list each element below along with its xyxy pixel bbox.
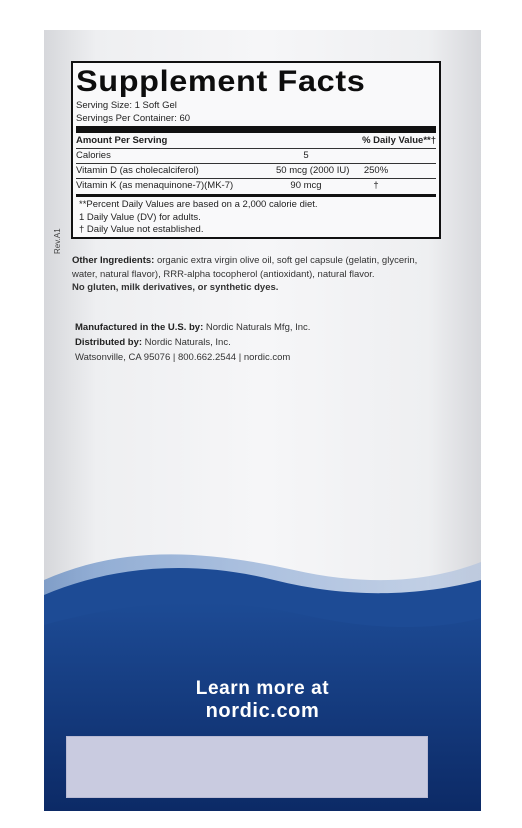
distributed-line	[75, 335, 445, 350]
ingredients-label: Other Ingredients:	[72, 255, 155, 266]
daily-value-label: % Daily Value**†	[362, 135, 436, 146]
nutrient-name: Vitamin D (as cholecalciferol)	[76, 165, 199, 176]
manufactured-value: Nordic Naturals Mfg, Inc.	[203, 322, 311, 333]
revision-code: Rev.A1	[53, 228, 62, 254]
nutrient-amount: 90 mcg	[290, 180, 322, 191]
nutrient-dv: 250%	[363, 165, 389, 176]
nutrient-amount: 5	[303, 150, 309, 161]
website-line: nordic.com	[205, 700, 320, 722]
nutrient-row	[76, 179, 436, 193]
footnote: **Percent Daily Values are based on a 2,000 calorie diet.	[79, 199, 318, 210]
supplement-facts-panel	[71, 61, 441, 239]
thick-divider	[76, 194, 436, 197]
serving-size: Serving Size: 1 Soft Gel	[76, 100, 177, 111]
learn-more-line: Learn more at	[195, 678, 330, 699]
learn-more-text	[44, 678, 481, 722]
label-slot	[66, 736, 428, 798]
nutrient-row	[76, 164, 436, 178]
nutrient-name: Vitamin K (as menaquinone-7)(MK-7)	[76, 180, 234, 191]
thick-divider	[76, 126, 436, 133]
manufacturer-info	[75, 320, 445, 365]
manufactured-line	[75, 320, 445, 335]
product-box-panel	[44, 30, 481, 811]
nutrient-row	[76, 149, 436, 163]
footnote: † Daily Value not established.	[79, 224, 204, 235]
other-ingredients	[72, 254, 442, 295]
facts-header	[76, 134, 436, 148]
allergen-note: No gluten, milk derivatives, or synthetic dyes.	[72, 282, 279, 293]
distributed-value: Nordic Naturals, Inc.	[142, 337, 231, 348]
nutrient-amount: 50 mcg (2000 IU)	[276, 165, 350, 176]
ingredients-text: organic extra virgin olive oil, soft gel capsule (gelatin, glycerin, water, natural flavor), RRR-alpha tocopherol (antioxidant), natural flavor.	[72, 255, 418, 280]
facts-title: Supplement Facts	[76, 65, 366, 98]
address-line: Watsonville, CA 95076 | 800.662.2544 | nordic.com	[75, 352, 291, 363]
nutrient-dv: †	[373, 180, 379, 191]
amount-per-serving-label: Amount Per Serving	[76, 135, 168, 146]
manufactured-label: Manufactured in the U.S. by:	[75, 322, 204, 333]
servings-per-container: Servings Per Container: 60	[76, 113, 191, 124]
nutrient-name: Calories	[76, 150, 111, 161]
footnote: 1 Daily Value (DV) for adults.	[79, 211, 201, 223]
distributed-label: Distributed by:	[75, 337, 143, 348]
